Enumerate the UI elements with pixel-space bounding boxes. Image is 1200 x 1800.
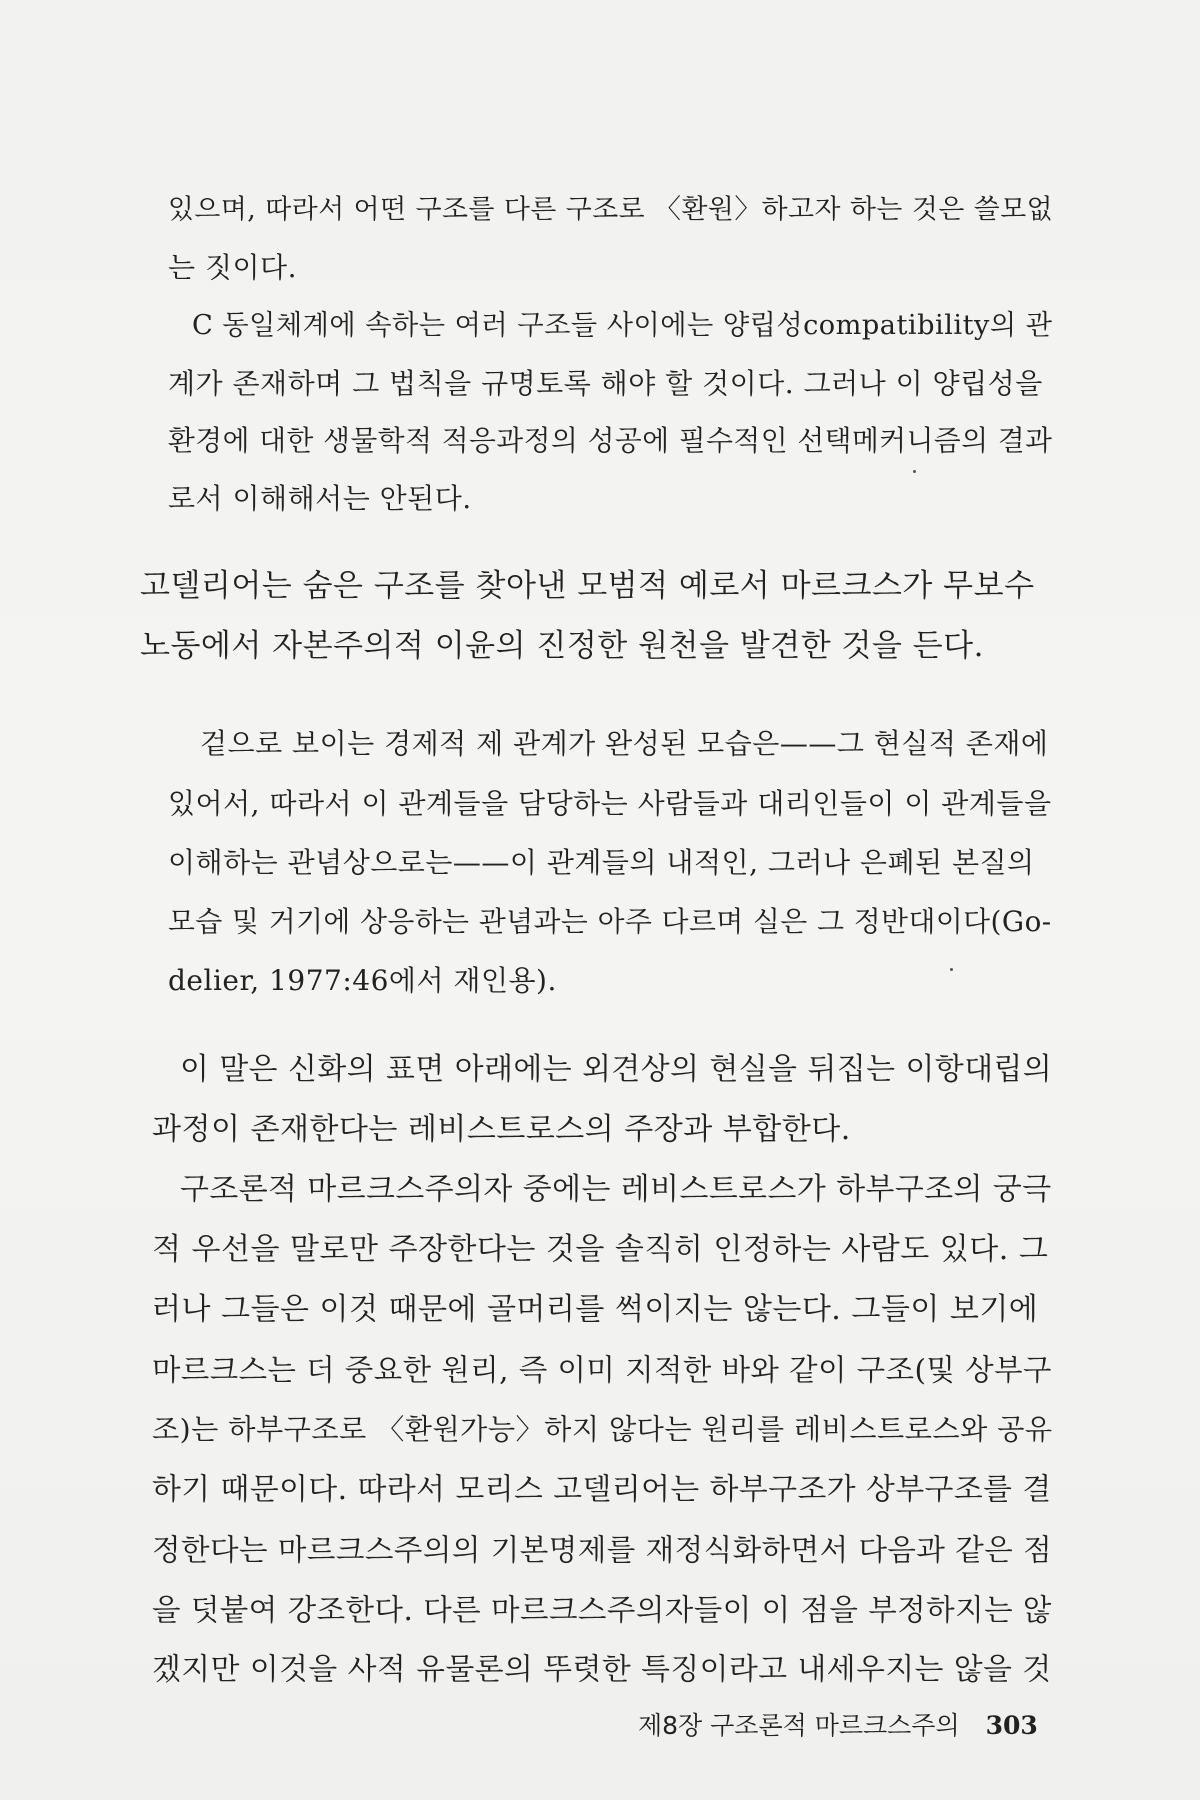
text-line: 마르크스는 더 중요한 원리, 즉 이미 지적한 바와 같이 구조(및 상부구: [152, 1353, 1052, 1387]
text-line: delier, 1977:46에서 재인용).: [168, 964, 557, 997]
text-line: 로서 이해해서는 안된다.: [168, 482, 472, 515]
text-line: 모습 및 거기에 상응하는 관념과는 아주 다르며 실은 그 정반대이다(Go-: [168, 905, 1052, 938]
text-line: 있어서, 따라서 이 관계들을 담당하는 사람들과 대리인들이 이 관계들을: [168, 787, 1052, 820]
text-line: 이 말은 신화의 표면 아래에는 외견상의 현실을 뒤집는 이항대립의: [180, 1052, 1053, 1087]
text-line: 이해하는 관념상으로는——이 관계들의 내적인, 그러나 은폐된 본질의: [168, 846, 1035, 879]
text-line: 계가 존재하며 그 법칙을 규명토록 해야 할 것이다. 그러나 이 양립성을: [168, 367, 1043, 400]
text-line: 있으며, 따라서 어떤 구조를 다른 구조로 〈환원〉하고자 하는 것은 쓸모없: [168, 194, 1054, 225]
text-line: 과정이 존재한다는 레비스트로스의 주장과 부합한다.: [152, 1112, 851, 1147]
text-line: 겠지만 이것을 사적 유물론의 뚜렷한 특징이라고 내세우지는 않을 것: [152, 1652, 1052, 1687]
text-line: 정한다는 마르크스주의의 기본명제를 재정식화하면서 다음과 같은 점: [152, 1533, 1053, 1567]
text-line: C 동일체계에 속하는 여러 구조들 사이에는 양립성compatibility의 관: [192, 310, 1053, 341]
text-line: 환경에 대한 생물학적 적응과정의 성공에 필수적인 선택메커니즘의 결과: [168, 424, 1053, 457]
text-line: 하기 때문이다. 따라서 모리스 고델리어는 하부구조가 상부구조를 결: [152, 1472, 1052, 1507]
text-line: 고델리어는 숨은 구조를 찾아낸 모범적 예로서 마르크스가 무보수: [140, 568, 1035, 604]
text-line: 러나 그들은 이것 때문에 골머리를 썩이지는 않는다. 그들이 보기에: [152, 1292, 1039, 1327]
text-line: 노동에서 자본주의적 이윤의 진정한 원천을 발견한 것을 든다.: [140, 628, 984, 664]
running-footer: [638, 1706, 1038, 1742]
text-line: 겉으로 보이는 경제적 제 관계가 완성된 모습은——그 현실적 존재에: [200, 727, 1049, 760]
text-line: 조)는 하부구조로 〈환원가능〉하지 않다는 원리를 레비스트로스와 공유: [152, 1413, 1053, 1446]
text-line: 구조론적 마르크스주의자 중에는 레비스트로스가 하부구조의 궁극: [180, 1172, 1052, 1207]
text-line: 는 짓이다.: [168, 251, 297, 284]
scan-speck: [913, 470, 916, 473]
chapter-title: 제8장 구조론적 마르크스주의: [638, 1711, 960, 1740]
text-line: 을 덧붙여 강조한다. 다른 마르크스주의자들이 이 점을 부정하지는 않: [152, 1593, 1052, 1627]
scan-speck: [950, 968, 953, 971]
page-number: 303: [985, 1711, 1038, 1740]
text-line: 적 우선을 말로만 주장한다는 것을 솔직히 인정하는 사람도 있다. 그: [152, 1232, 1049, 1267]
